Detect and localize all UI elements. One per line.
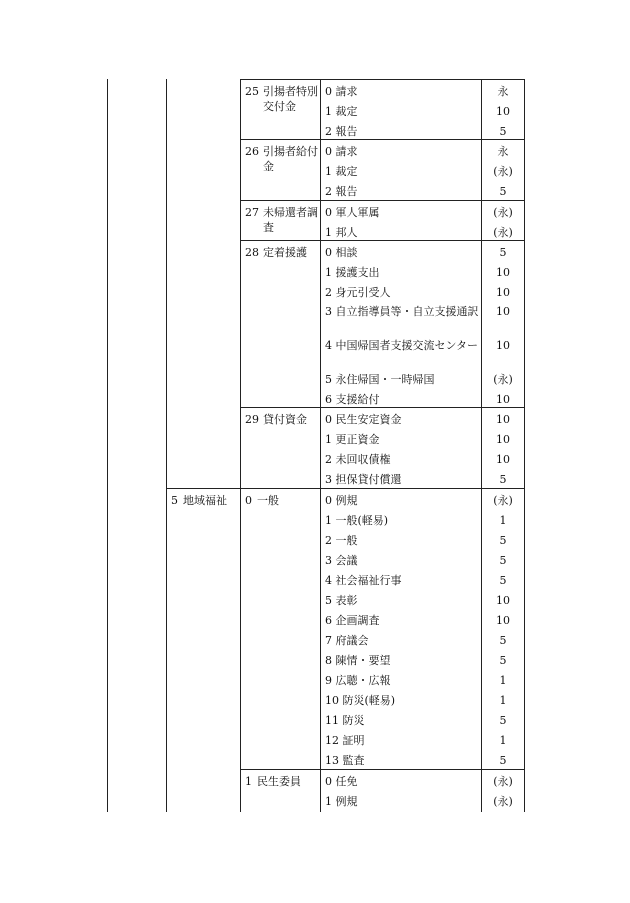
retention-value: 10: [496, 339, 510, 352]
item-text: 13 監査: [325, 754, 365, 767]
section-label: 引揚者給付金: [263, 145, 318, 173]
item-text: 9 広聴・広報: [325, 674, 391, 687]
retention-value: 5: [499, 246, 507, 259]
item-text: 0 民生安定資金: [325, 413, 402, 426]
retention-value: 10: [496, 393, 510, 406]
retention-value: (永): [493, 206, 513, 219]
item-text: 0 例規: [325, 494, 358, 507]
retention-value: 1: [499, 694, 507, 707]
retention-value: 5: [499, 554, 507, 567]
retention-value: 5: [499, 185, 507, 198]
retention-value: 10: [496, 453, 510, 466]
retention-value: 10: [496, 614, 510, 627]
outer-right-border: [524, 79, 525, 812]
row-divider-28: [240, 240, 525, 241]
item-text: 10 防災(軽易): [325, 694, 396, 707]
item-text: 12 証明: [325, 734, 365, 747]
outer-left-border: [107, 79, 108, 812]
row-divider-29: [240, 407, 525, 408]
item-text: 3 会議: [325, 554, 358, 567]
section-code: 25: [245, 85, 259, 98]
retention-value: 10: [496, 594, 510, 607]
section-label: 定着援護: [263, 246, 307, 259]
item-text: 0 請求: [325, 85, 358, 98]
section-code: 28: [245, 246, 259, 259]
row-divider-chapter-5: [166, 488, 525, 489]
section-label: 未帰還者調査: [263, 206, 318, 234]
item-text: 1 更正資金: [325, 433, 380, 446]
item-text: 5 表彰: [325, 594, 358, 607]
item-text: 2 一般: [325, 534, 358, 547]
item-text: 4 中国帰国者支援交流センター: [325, 339, 479, 352]
section-label: 一般: [257, 494, 279, 507]
section-code: 0: [245, 494, 252, 507]
item-text: 2 報告: [325, 125, 358, 138]
item-text: 1 裁定: [325, 105, 358, 118]
retention-value: 永: [497, 145, 509, 158]
item-text: 0 相談: [325, 246, 358, 259]
item-text: 3 自立指導員等・自立支援通訳: [325, 305, 479, 318]
row-divider-minsei: [240, 769, 525, 770]
retention-value: 5: [499, 574, 507, 587]
item-text: 11 防災: [325, 714, 365, 727]
retention-value: 5: [499, 654, 507, 667]
section-label: 貸付資金: [263, 413, 307, 426]
item-text: 8 陳情・要望: [325, 654, 391, 667]
item-text: 0 軍人軍属: [325, 206, 380, 219]
retention-value: 10: [496, 433, 510, 446]
retention-value: 永: [497, 85, 509, 98]
retention-value: (永): [493, 494, 513, 507]
column-divider-3: [320, 79, 321, 812]
retention-value: 10: [496, 305, 510, 318]
retention-value: 5: [499, 534, 507, 547]
chapter-label: 地域福祉: [183, 494, 227, 507]
item-text: 1 一般(軽易): [325, 514, 389, 527]
item-text: 2 報告: [325, 185, 358, 198]
retention-value: 10: [496, 105, 510, 118]
section-code: 29: [245, 413, 259, 426]
item-text: 5 永住帰国・一時帰国: [325, 373, 435, 386]
item-text: 3 担保貸付償還: [325, 473, 402, 486]
retention-value: 1: [499, 734, 507, 747]
retention-value: 5: [499, 473, 507, 486]
row-divider-26: [240, 139, 525, 140]
retention-value: 1: [499, 514, 507, 527]
retention-value: 5: [499, 634, 507, 647]
item-text: 4 社会福祉行事: [325, 574, 402, 587]
item-text: 6 企画調査: [325, 614, 380, 627]
retention-value: 10: [496, 286, 510, 299]
item-text: 7 府議会: [325, 634, 369, 647]
section-label: 民生委員: [257, 775, 301, 788]
retention-value: (永): [493, 165, 513, 178]
retention-value: 5: [499, 754, 507, 767]
section-code: 27: [245, 206, 259, 219]
section-code: 26: [245, 145, 259, 158]
item-text: 0 請求: [325, 145, 358, 158]
retention-value: 5: [499, 125, 507, 138]
item-text: 2 未回収債権: [325, 453, 391, 466]
row-divider-top: [240, 79, 525, 80]
item-text: 1 裁定: [325, 165, 358, 178]
retention-value: (永): [493, 373, 513, 386]
retention-value: 1: [499, 674, 507, 687]
row-divider-27: [240, 200, 525, 201]
item-text: 6 支援給付: [325, 393, 380, 406]
retention-value: (永): [493, 795, 513, 808]
retention-value: (永): [493, 775, 513, 788]
section-code: 1: [245, 775, 252, 788]
chapter-code: 5: [171, 494, 178, 507]
item-text: 1 邦人: [325, 226, 358, 239]
retention-value: 10: [496, 266, 510, 279]
retention-value: (永): [493, 226, 513, 239]
column-divider-1: [166, 79, 167, 812]
item-text: 1 援護支出: [325, 266, 380, 279]
item-text: 0 任免: [325, 775, 358, 788]
section-label: 引揚者特別交付金: [263, 85, 318, 113]
item-text: 1 例規: [325, 795, 358, 808]
retention-value: 5: [499, 714, 507, 727]
item-text: 2 身元引受人: [325, 286, 391, 299]
retention-value: 10: [496, 413, 510, 426]
column-divider-2: [240, 79, 241, 812]
